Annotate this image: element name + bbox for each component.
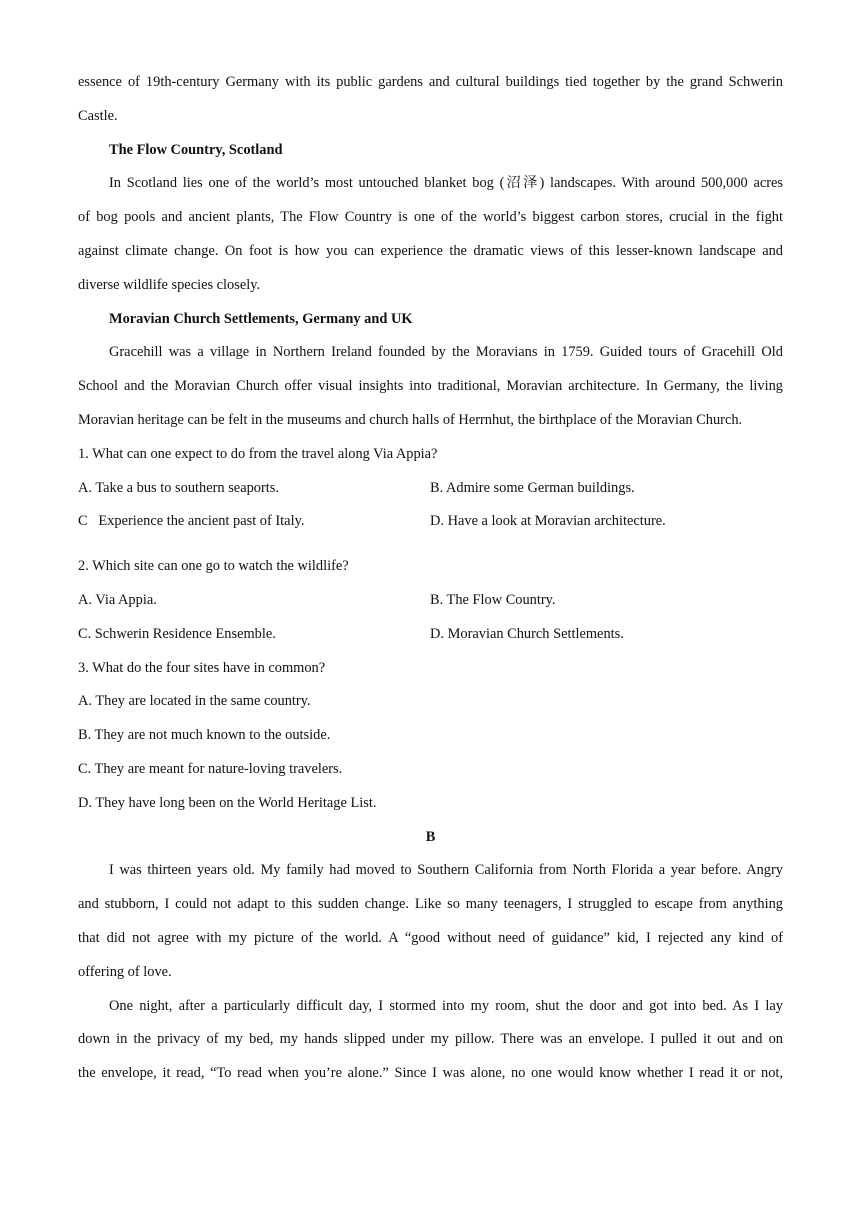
option-a: A. Take a bus to southern seaports.: [78, 479, 279, 496]
paragraph-line: diverse wildlife species closely.: [78, 276, 261, 293]
question-stem: 2. Which site can one go to watch the wildlife?: [78, 558, 349, 575]
option-d: D. They have long been on the World Heritage List.: [78, 794, 377, 811]
paragraph-line: I was thirteen years old. My family had moved to Southern California from North Florida a year before. Angry: [109, 862, 783, 879]
option-d: D. Moravian Church Settlements.: [430, 625, 624, 642]
paragraph-line: the envelope, it read, “To read when you’re alone.” Since I was alone, no one would know whether I read it or not,: [78, 1065, 783, 1082]
option-a: A. Via Appia.: [78, 591, 157, 608]
question-stem: 1. What can one expect to do from the travel along Via Appia?: [78, 445, 438, 462]
paragraph-line: of bog pools and ancient plants, The Flow Country is one of the world’s biggest carbon stores, crucial in the fight: [78, 209, 783, 226]
question-options-row: [78, 505, 783, 539]
paragraph-line: offering of love.: [78, 963, 172, 980]
question-options-row: [78, 618, 783, 652]
section-heading-moravian: Moravian Church Settlements, Germany and UK: [109, 310, 413, 327]
option-b: B. Admire some German buildings.: [430, 479, 635, 496]
paragraph-line: Moravian heritage can be felt in the museums and church halls of Herrnhut, the birthplace of the Moravian Church.: [78, 411, 743, 428]
paragraph-line: and stubborn, I could not adapt to this sudden change. Like so many teenagers, I struggled to escape from anything: [78, 896, 783, 913]
paragraph-line: Gracehill was a village in Northern Ireland founded by the Moravians in 1759. Guided tours of Gracehill Old: [109, 344, 783, 361]
document-page: [78, 66, 783, 1091]
option-b: B. The Flow Country.: [430, 591, 556, 608]
passage-b-label: B: [425, 828, 436, 845]
question-stem: 3. What do the four sites have in common?: [78, 659, 326, 676]
option-d: D. Have a look at Moravian architecture.: [430, 513, 666, 530]
paragraph-line: against climate change. On foot is how you can experience the dramatic views of this lesser-known landscape and: [78, 242, 783, 259]
passage-a-continuation-line: essence of 19th-century Germany with its public gardens and cultural buildings tied together by the grand Schwerin: [78, 74, 783, 90]
spacer: [78, 539, 783, 550]
option-a: A. They are located in the same country.: [78, 693, 311, 710]
passage-a-continuation-line: Castle.: [78, 107, 118, 124]
option-c: C Experience the ancient past of Italy.: [78, 513, 305, 530]
option-c: C. They are meant for nature-loving travelers.: [78, 760, 343, 777]
paragraph-line: down in the privacy of my bed, my hands slipped under my pillow. There was an envelope. I pulled it out and on: [78, 1031, 783, 1048]
option-b: B. They are not much known to the outside.: [78, 727, 331, 744]
paragraph-line: One night, after a particularly difficult day, I stormed into my room, shut the door and got into bed. As I lay: [109, 997, 783, 1014]
section-heading-flow-country: The Flow Country, Scotland: [109, 141, 283, 158]
option-c: C. Schwerin Residence Ensemble.: [78, 625, 276, 642]
paragraph-line: In Scotland lies one of the world’s most untouched blanket bog (沼泽) landscapes. With around 500,000 acres: [109, 175, 783, 192]
question-options-row: [78, 472, 783, 506]
paragraph-line: School and the Moravian Church offer visual insights into traditional, Moravian architecture. In Germany, the living: [78, 378, 783, 395]
question-options-row: [78, 584, 783, 618]
paragraph-line: that did not agree with my picture of the world. A “good without need of guidance” kid, I rejected any kind of: [78, 929, 783, 946]
